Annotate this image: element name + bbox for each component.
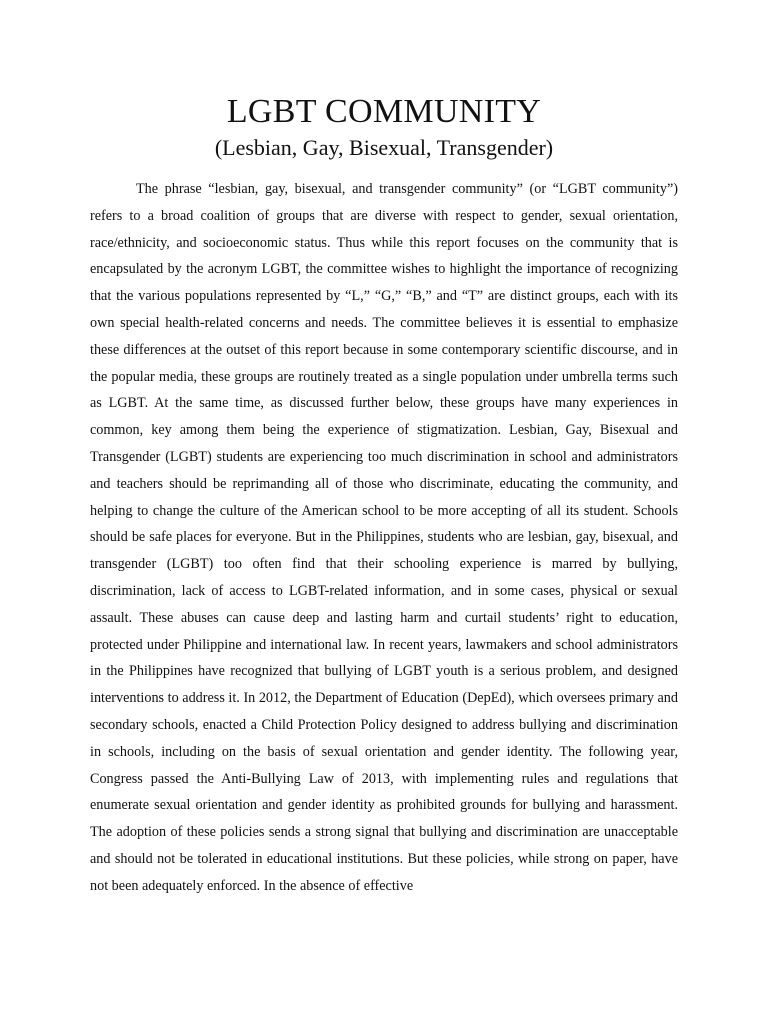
body-paragraph: The phrase “lesbian, gay, bisexual, and transgender community” (or “LGBT community”) refers to a broad coalition of groups that are diverse with respect to gender, sexual orientation, race/ethnicity, and socioeconomic status. Thus while this report focuses on the community that is encapsulated by the acronym LGBT, the committee wishes to highlight the importance of recognizing that the various populations represented by “L,” “G,” “B,” and “T” are distinct groups, each with its own special health-related concerns and needs. The committee believes it is essential to emphasize these differences at the outset of this report because in some contemporary scientific discourse, and in the popular media, these groups are routinely treated as a single population under umbrella terms such as LGBT. At the same time, as discussed further below, these groups have many experiences in common, key among them being the experience of stigmatization. Lesbian, Gay, Bisexual and Transgender (LGBT) students are experiencing too much discrimination in school and administrators and teachers should be reprimanding all of those who discriminate, educating the community, and helping to change the culture of the American school to be more accepting of all its student. Schools should be safe places for everyone. But in the Philippines, students who are lesbian, gay, bisexual, and transgender (LGBT) too often find that their schooling experience is marred by bullying, discrimination, lack of access to LGBT-related information, and in some cases, physical or sexual assault. These abuses can cause deep and lasting harm and curtail students’ right to education, protected under Philippine and international law. In recent years, lawmakers and school administrators in the Philippines have recognized that bullying of LGBT youth is a serious problem, and designed interventions to address it. In 2012, the Department of Education (DepEd), which oversees primary and secondary schools, enacted a Child Protection Policy designed to address bullying and discrimination in schools, including on the basis of sexual orientation and gender identity. The following year, Congress passed the Anti-Bullying Law of 2013, with implementing rules and regulations that enumerate sexual orientation and gender identity as prohibited grounds for bullying and harassment. The adoption of these policies sends a strong signal that bullying and discrimination are unacceptable and should not be tolerated in educational institutions. But these policies, while strong on paper, have not been adequately enforced. In the absence of effective xyxy=(90,181,678,894)
page-subtitle: (Lesbian, Gay, Bisexual, Transgender) xyxy=(214,135,554,160)
page-title: LGBT COMMUNITY xyxy=(226,93,542,130)
